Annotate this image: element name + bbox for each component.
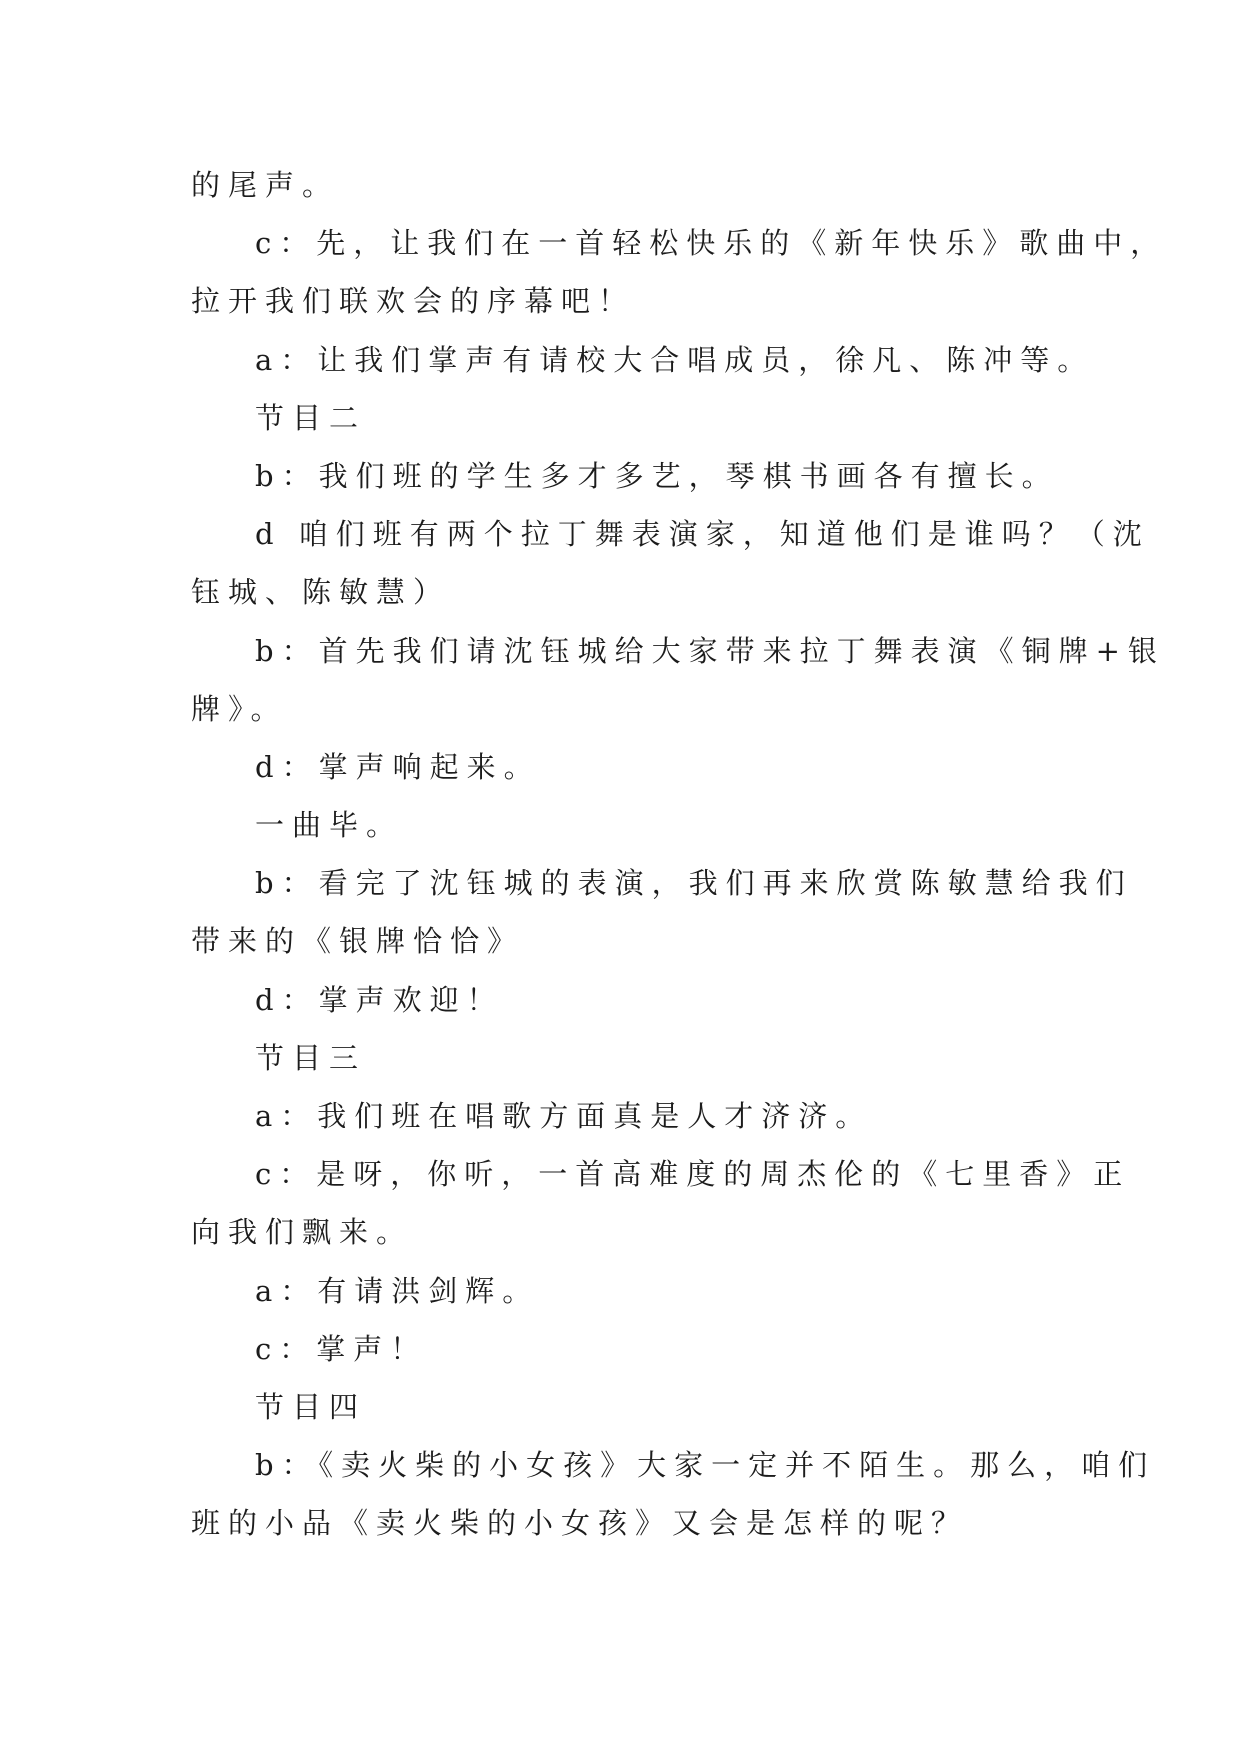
section-heading: 节目三 — [255, 1040, 367, 1075]
text-line: 的尾声。 — [191, 168, 340, 202]
text-line: b：首先我们请沈钰城给大家带来拉丁舞表演《铜牌+银 — [255, 633, 1165, 668]
text-line: 班的小品《卖火柴的小女孩》又会是怎样的呢？ — [191, 1506, 969, 1541]
text-line: 带来的《银牌恰恰》 — [191, 924, 525, 959]
text-line: 钰城、陈敏慧） — [191, 575, 451, 610]
text-line: b：《卖火柴的小女孩》大家一定并不陌生。那么，咱们 — [255, 1448, 1156, 1483]
text-line: b：我们班的学生多才多艺，琴棋书画各有擅长。 — [255, 458, 1059, 493]
text-line: 向我们飘来。 — [191, 1215, 414, 1250]
text-line: c：掌声！ — [255, 1331, 428, 1366]
text-line: d：掌声响起来。 — [255, 749, 541, 784]
section-heading: 节目二 — [255, 400, 367, 435]
text-line: d：掌声欢迎！ — [255, 982, 504, 1017]
text-line: a：有请洪剑辉。 — [255, 1273, 540, 1308]
text-line: b：看完了沈钰城的表演，我们再来欣赏陈敏慧给我们 — [255, 866, 1133, 901]
text-line: c：先，让我们在一首轻松快乐的《新年快乐》歌曲中， — [255, 226, 1168, 261]
section-heading: 节目四 — [255, 1389, 367, 1424]
text-line: 牌》。 — [191, 691, 288, 726]
document-body — [191, 156, 1168, 1553]
text-line: a：我们班在唱歌方面真是人才济济。 — [255, 1099, 873, 1133]
text-line: d 咱们班有两个拉丁舞表演家，知道他们是谁吗？（沈 — [255, 517, 1150, 552]
text-line: c：是呀，你听，一首高难度的周杰伦的《七里香》正 — [255, 1157, 1131, 1192]
text-line: a：让我们掌声有请校大合唱成员，徐凡、陈冲等。 — [255, 342, 1095, 377]
text-line: 拉开我们联欢会的序幕吧！ — [191, 284, 636, 319]
text-line: 一曲毕。 — [255, 808, 404, 843]
